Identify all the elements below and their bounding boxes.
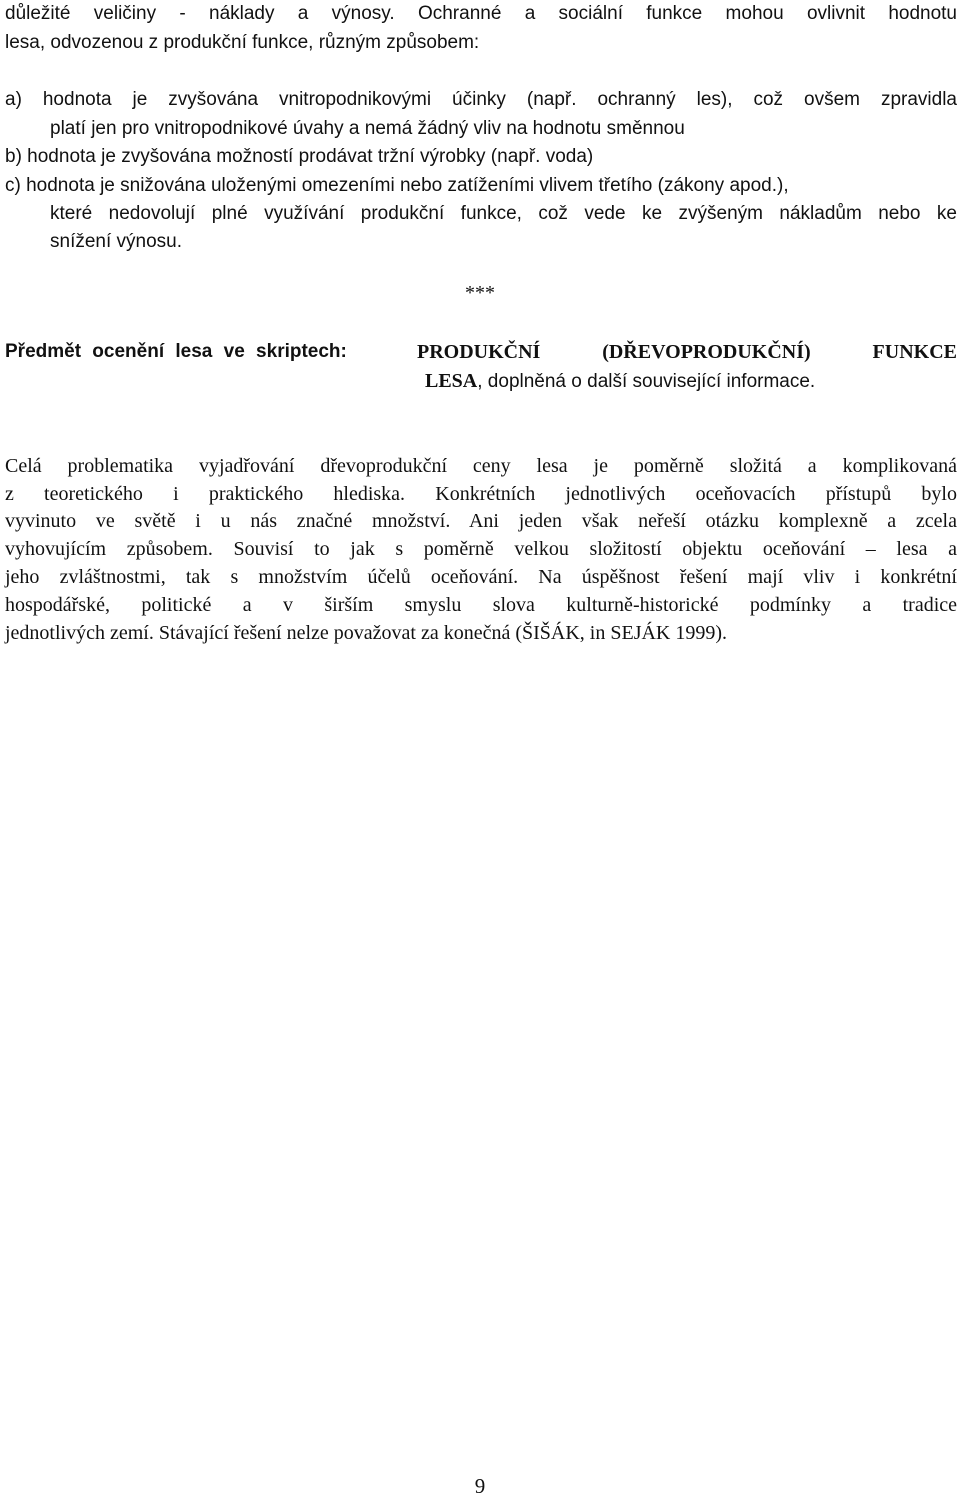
paragraph-line-7: jednotlivých zemí. Stávající řešení nelze považovat za konečná (ŠIŠÁK, in SEJÁK 1999). xyxy=(5,622,728,644)
paragraph-line-3: vyvinuto ve světě i u nás značné množství. Ani jeden však neřeší otázku komplexně a zcela xyxy=(5,510,957,532)
subject-title-line-2 xyxy=(425,367,815,395)
subject-label: Předmět ocenění lesa ve skriptech: xyxy=(5,341,347,362)
intro-line-2: lesa, odvozenou z produkční funkce, různým způsobem: xyxy=(5,32,480,53)
list-item-a-line-1: a) hodnota je zvyšována vnitropodnikovými účinky (např. ochranný les), což ovšem zpravidla xyxy=(5,89,957,110)
list-item-c-line-3: snížení výnosu. xyxy=(50,231,183,252)
list-item-c-line-1: c) hodnota je snižována uloženými omezeními nebo zatíženími vlivem třetího (zákony apod.), xyxy=(5,175,789,196)
paragraph-line-2: z teoretického i praktického hlediska. Konkrétních jednotlivých oceňovacích přístupů bylo xyxy=(5,483,957,505)
page-number: 9 xyxy=(474,1474,486,1498)
section-separator: *** xyxy=(465,282,495,304)
paragraph-line-6: hospodářské, politické a v širším smyslu slova kulturně-historické podmínky a tradice xyxy=(5,594,957,616)
paragraph-line-5: jeho zvláštnostmi, tak s množstvím účelů oceňování. Na úspěšnost řešení mají vliv i konkrétní xyxy=(5,566,957,588)
list-item-c-line-2: které nedovolují plné využívání produkční funkce, což vede ke zvýšeným nákladům nebo ke xyxy=(50,203,957,224)
subject-title-rest: , doplněná o další související informace. xyxy=(477,371,816,392)
list-item-b: b) hodnota je zvyšována možností prodávat tržní výrobky (např. voda) xyxy=(5,146,594,167)
paragraph-line-1: Celá problematika vyjadřování dřevoprodukční ceny lesa je poměrně složitá a komplikovaná xyxy=(5,455,957,477)
subject-title-bold: LESA xyxy=(425,370,478,392)
list-item-a-line-2: platí jen pro vnitropodnikové úvahy a nemá žádný vliv na hodnotu směnnou xyxy=(50,118,685,139)
paragraph-line-4: vyhovujícím způsobem. Souvisí to jak s poměrně velkou složitostí objektu oceňování – lesa a xyxy=(5,538,957,560)
subject-title-line-1: PRODUKČNÍ (DŘEVOPRODUKČNÍ) FUNKCE xyxy=(417,341,957,363)
intro-line-1: důležité veličiny - náklady a výnosy. Ochranné a sociální funkce mohou ovlivnit hodnotu xyxy=(5,3,957,24)
